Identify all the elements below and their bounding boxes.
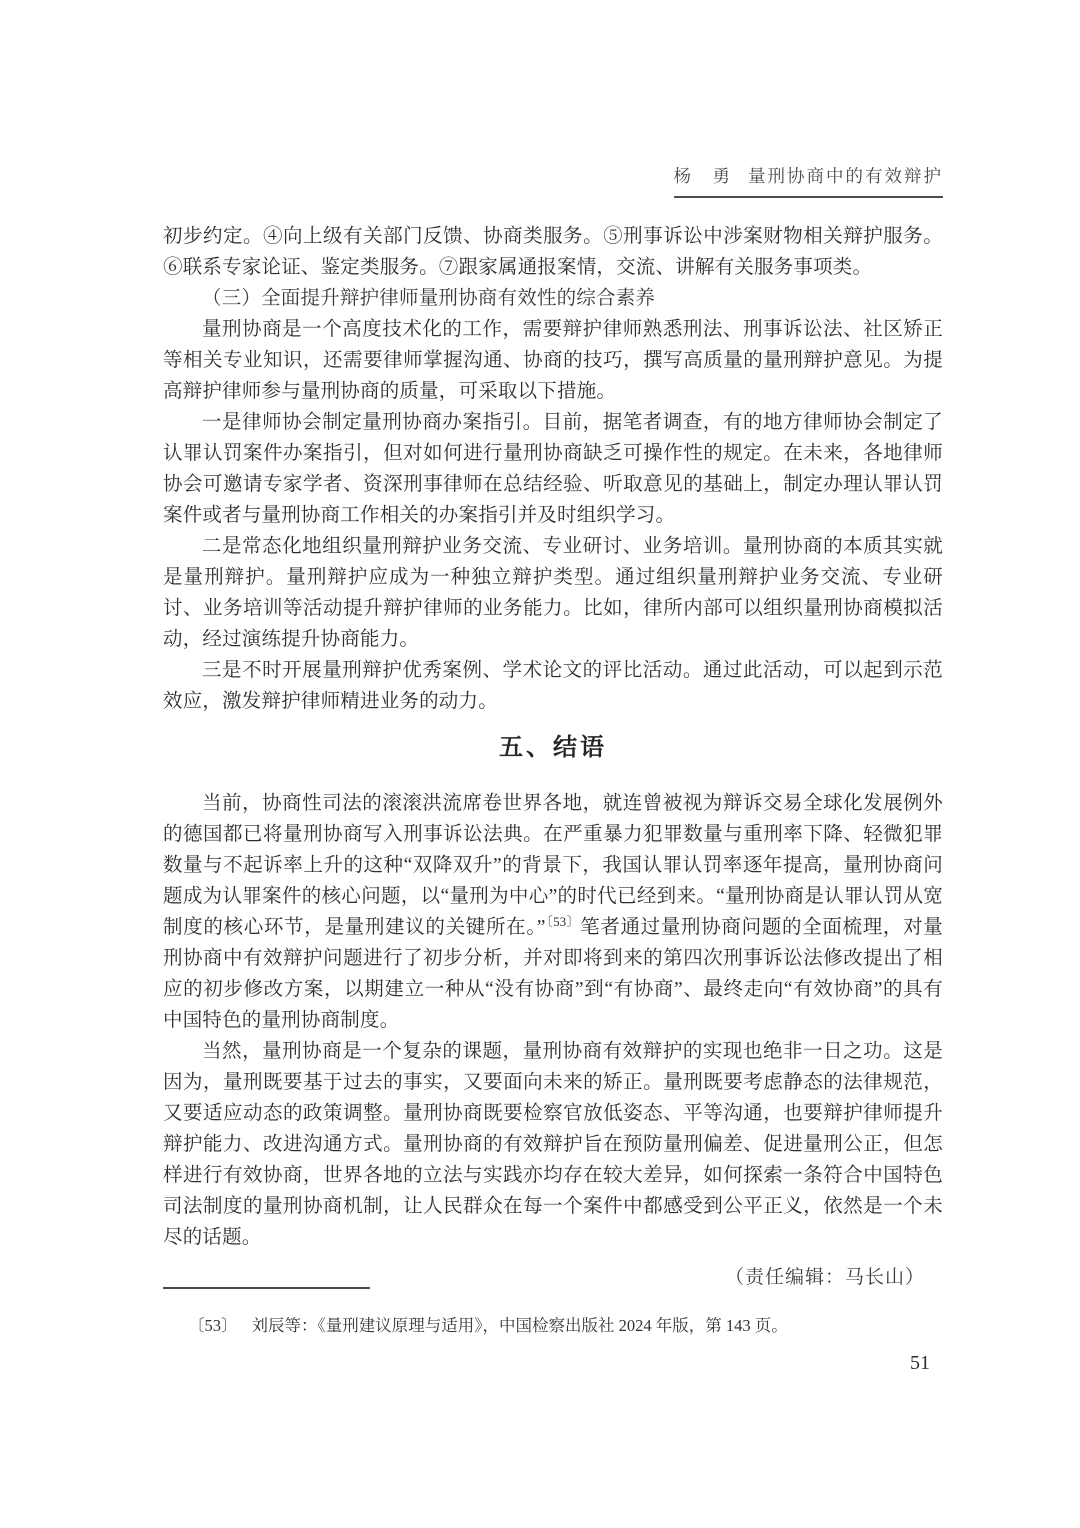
article-body [163,221,943,1293]
footnote-53-text: 刘辰等：《量刑建议原理与适用》，中国检察出版社 2024 年版，第 143 页。 [251,1316,788,1335]
section-heading-conclusion: 五、结语 [499,735,607,761]
paragraph-continued: 初步约定。④向上级有关部门反馈、协商类服务。⑤刑事诉讼中涉案财物相关辩护服务。⑥联系专家论证、鉴定类服务。⑦跟家属通报案情，交流、讲解有关服务事项类。 [163,226,943,278]
conclusion-text-before-ref: 当前，协商性司法的滚滚洪流席卷世界各地，就连曾被视为辩诉交易全球化发展例外的德国都已将量刑协商写入刑事诉讼法典。在严重暴力犯罪数量与重刑率下降、轻微犯罪数量与不起诉率上升的这种“双降双升”的背景下，我国认罪认罚率逐年提高，量刑协商问题成为认罪案件的核心问题，以“量刑为中心”的时代已经到来。“量刑协商是认罪认罚从宽制度的核心环节，是量刑建议的关键所在。” [163,793,943,938]
running-head-underlined [674,163,944,198]
paragraph-measure-two: 二是常态化地组织量刑辩护业务交流、专业研讨、业务培训。量刑协商的本质其实就是量刑辩护。量刑辩护应成为一种独立辩护类型。通过组织量刑辩护业务交流、专业研讨、业务培训等活动提升辩护律师的业务能力。比如，律所内部可以组织量刑协商模拟活动，经过演练提升协商能力。 [163,536,943,650]
footnote-53-marker: 〔53〕 [188,1316,238,1335]
footnote-area [163,1287,943,1339]
running-head-article-title: 量刑协商中的有效辩护 [748,166,943,186]
paragraph-measure-three: 三是不时开展量刑辩护优秀案例、学术论文的评比活动。通过此活动，可以起到示范效应，激发辩护律师精进业务的动力。 [163,660,943,712]
footnote-53 [163,1313,943,1339]
subsection-heading: （三）全面提升辩护律师量刑协商有效性的综合素养 [202,288,656,309]
paragraph-conclusion-2: 当然，量刑协商是一个复杂的课题，量刑协商有效辩护的实现也绝非一日之功。这是因为，量刑既要基于过去的事实，又要面向未来的矫正。量刑既要考虑静态的法律规范，又要适应动态的政策调整。量刑协商既要检察官放低姿态、平等沟通，也要辩护律师提升辩护能力、改进沟通方式。量刑协商的有效辩护旨在预防量刑偏差、促进量刑公正，但怎样进行有效协商，世界各地的立法与实践亦均存在较大差异，如何探索一条符合中国特色司法制度的量刑协商机制，让人民群众在每一个案件中都感受到公平正义，依然是一个未尽的话题。 [163,1041,943,1248]
running-head-author: 杨 勇 [673,166,732,186]
page-number: 51 [910,1352,930,1374]
footnote-separator-rule [163,1287,370,1289]
conclusion-text-after-ref: 笔者通过量刑协商问题的全面梳理，对量刑协商中有效辩护问题进行了初步分析，并对即将到来的第四次刑事诉讼法修改提出了相应的初步修改方案，以期建立一种从“没有协商”到“有协商”、最终走向“有效协商”的具有中国特色的量刑协商制度。 [163,917,943,1031]
running-head [163,163,943,198]
paragraph-conclusion-1 [163,788,943,1036]
paragraph-intro: 量刑协商是一个高度技术化的工作，需要辩护律师熟悉刑法、刑事诉讼法、社区矫正等相关专业知识，还需要律师掌握沟通、协商的技巧，撰写高质量的量刑辩护意见。为提高辩护律师参与量刑协商的质量，可采取以下措施。 [163,319,943,402]
paragraph-measure-one: 一是律师协会制定量刑协商办案指引。目前，据笔者调查，有的地方律师协会制定了认罪认罚案件办案指引，但对如何进行量刑协商缺乏可操作性的规定。在未来，各地律师协会可邀请专家学者、资深刑事律师在总结经验、听取意见的基础上，制定办理认罪认罚案件或者与量刑协商工作相关的办案指引并及时组织学习。 [163,412,943,526]
footnote-reference-53: 〔53〕 [545,914,581,929]
editor-note: （责任编辑：马长山） [724,1267,925,1288]
